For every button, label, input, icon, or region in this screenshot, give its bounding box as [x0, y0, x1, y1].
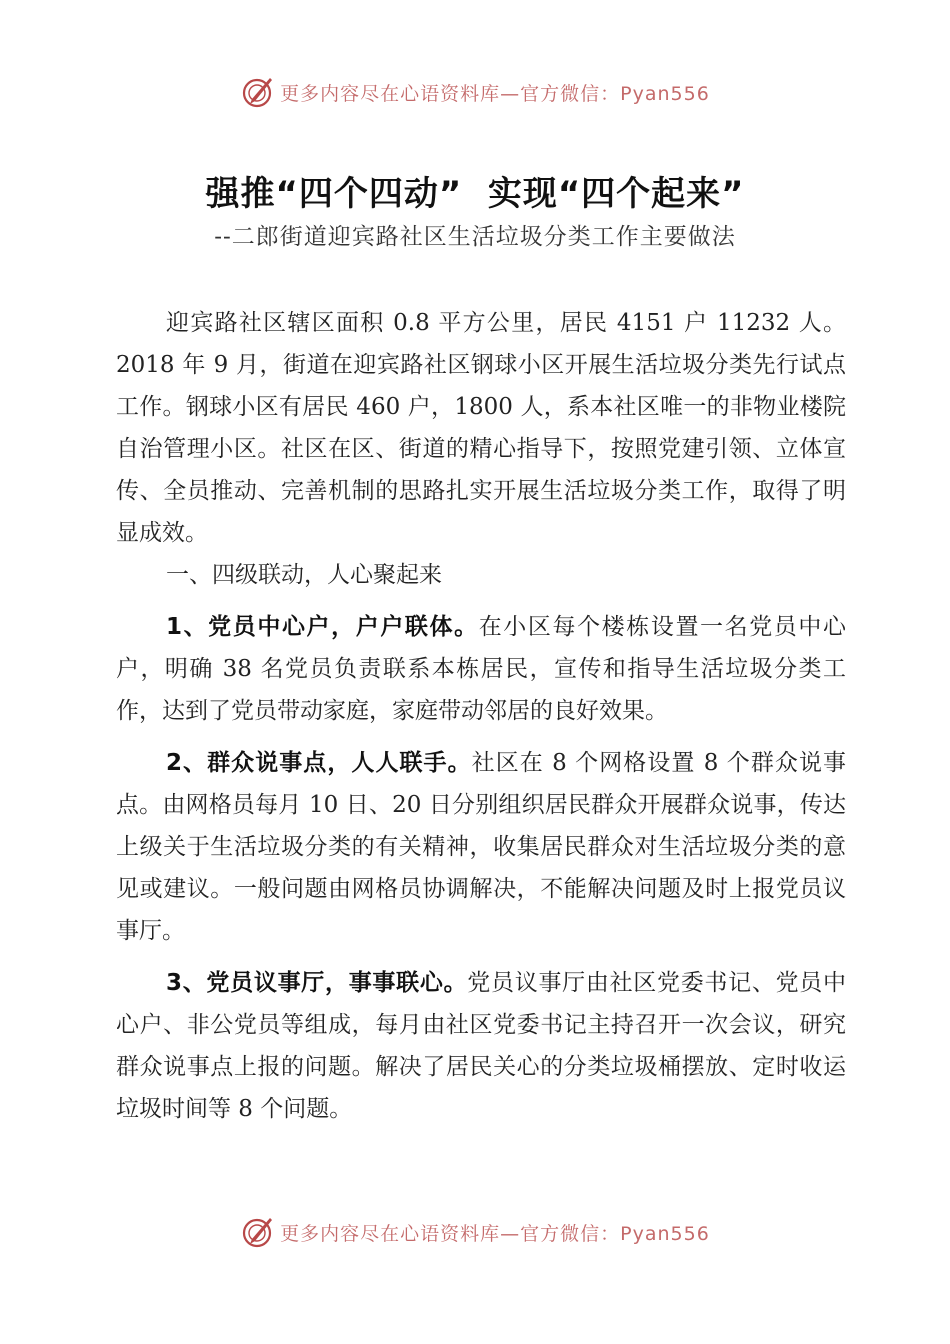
item-lead: 3、党员议事厅，事事联心。 — [166, 970, 468, 996]
quill-logo-icon — [240, 1215, 274, 1249]
list-item — [116, 742, 846, 952]
footer-watermark-banner — [0, 1212, 950, 1252]
document-subtitle: --二郎街道迎宾路社区生活垃圾分类工作主要做法 — [214, 224, 736, 250]
section-heading: 一、四级联动，人心聚起来 — [166, 562, 442, 588]
list-item — [116, 606, 846, 732]
intro-paragraph: 迎宾路社区辖区面积 0.8 平方公里，居民 4151 户 11232 人。2018 年 9 月，街道在迎宾路社区钢球小区开展生活垃圾分类先行试点工作。钢球小区有居民 460 户，1800 人，系本社区唯一的非物业楼院自治管理小区。社区在区、街道的精心指导下，按照党建引领、立体宣传、全员推动、完善机制的思路扎实开展生活垃圾分类工作，取得了明显成效。 — [116, 310, 846, 546]
item-lead: 1、党员中心户，户户联体。 — [166, 614, 479, 640]
document-title: 强推“四个四动” 实现“四个起来” — [205, 174, 745, 214]
quill-logo-icon — [240, 75, 274, 109]
item-lead: 2、群众说事点，人人联手。 — [166, 750, 472, 776]
list-item — [116, 962, 846, 1130]
watermark-text: 更多内容尽在心语资料库—官方微信：Pyan556 — [280, 82, 710, 105]
document-body — [116, 302, 846, 1130]
watermark-text: 更多内容尽在心语资料库—官方微信：Pyan556 — [280, 1222, 710, 1245]
header-watermark-banner — [0, 72, 950, 112]
item-text: 在小区每个楼栋设置一名党员中心户，明确 38 名党员负责联系本栋居民，宣传和指导生活垃圾分类工作，达到了党员带动家庭，家庭带动邻居的良好效果。 — [116, 614, 846, 724]
item-text: 党员议事厅由社区党委书记、党员中心户、非公党员等组成，每月由社区党委书记主持召开一次会议，研究群众说事点上报的问题。解决了居民关心的分类垃圾桶摆放、定时收运垃圾时间等 8 个问题。 — [116, 970, 847, 1122]
item-text: 社区在 8 个网格设置 8 个群众说事点。由网格员每月 10 日、20 日分别组织居民群众开展群众说事，传达上级关于生活垃圾分类的有关精神，收集居民群众对生活垃圾分类的意见或建议。一般问题由网格员协调解决，不能解决问题及时上报党员议事厅。 — [116, 750, 846, 944]
